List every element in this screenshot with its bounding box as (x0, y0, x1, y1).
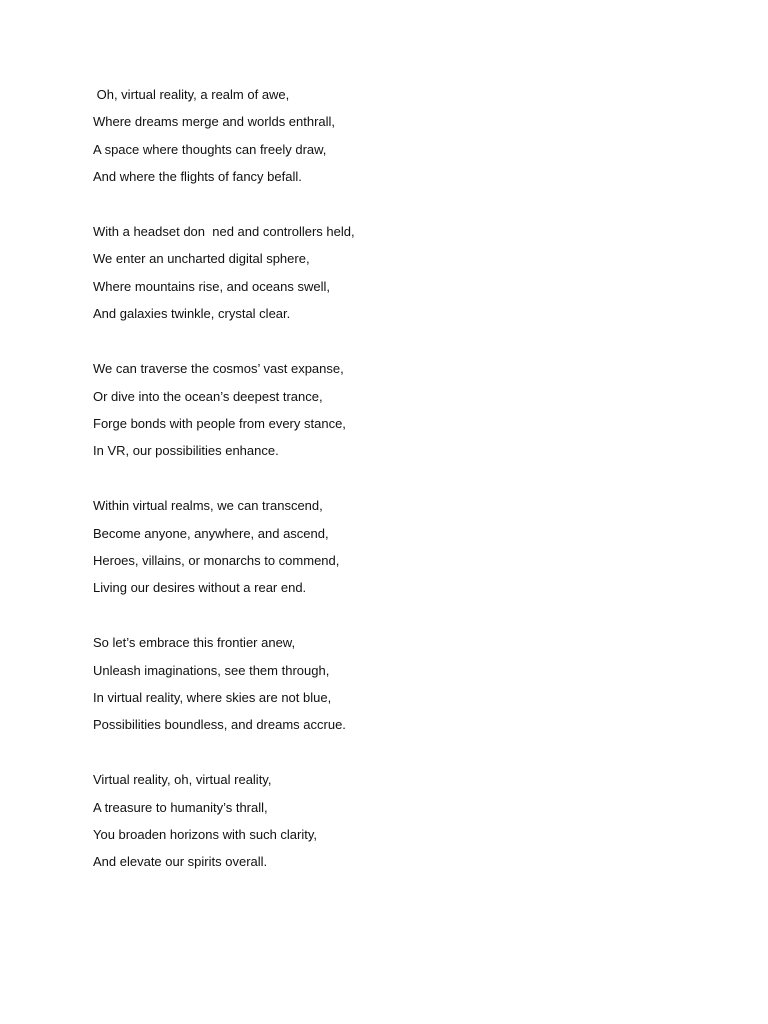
stanza-3 (93, 359, 693, 469)
poem-line: Or dive into the ocean’s deepest trance, (93, 388, 323, 404)
poem-line: A space where thoughts can freely draw, (93, 141, 327, 157)
poem-line: Possibilities boundless, and dreams accrue. (93, 717, 346, 733)
stanza-2 (93, 222, 693, 332)
poem-line: In virtual reality, where skies are not blue, (93, 690, 332, 706)
poem-line: Unleash imaginations, see them through, (93, 662, 330, 678)
poem-line: And elevate our spirits overall. (93, 854, 268, 870)
stanza-5 (93, 633, 693, 743)
poem-line: We enter an uncharted digital sphere, (93, 251, 310, 267)
poem-line: We can traverse the cosmos’ vast expanse, (93, 361, 344, 377)
poem-line: Where mountains rise, and oceans swell, (93, 278, 331, 294)
poem-body (93, 85, 693, 907)
poem-line: So let’s embrace this frontier anew, (93, 635, 296, 651)
poem-line: Forge bonds with people from every stance, (93, 415, 346, 431)
poem-line: Heroes, villains, or monarchs to commend, (93, 552, 340, 568)
poem-line: And galaxies twinkle, crystal clear. (93, 306, 291, 322)
stanza-6 (93, 770, 693, 880)
poem-line: Become anyone, anywhere, and ascend, (93, 525, 329, 541)
poem-line: Within virtual realms, we can transcend, (93, 498, 323, 514)
stanza-4 (93, 496, 693, 606)
poem-line: Oh, virtual reality, a realm of awe, (93, 87, 290, 102)
poem-line: A treasure to humanity’s thrall, (93, 799, 268, 815)
poem-line: With a headset don ned and controllers held, (93, 224, 355, 240)
poem-line: Where dreams merge and worlds enthrall, (93, 114, 336, 130)
poem-line: In VR, our possibilities enhance. (93, 443, 279, 459)
poem-line: Virtual reality, oh, virtual reality, (93, 772, 272, 788)
poem-line: Living our desires without a rear end. (93, 580, 307, 596)
stanza-1 (93, 85, 693, 195)
poem-line: And where the flights of fancy befall. (93, 169, 302, 185)
poem-line: You broaden horizons with such clarity, (93, 827, 318, 843)
